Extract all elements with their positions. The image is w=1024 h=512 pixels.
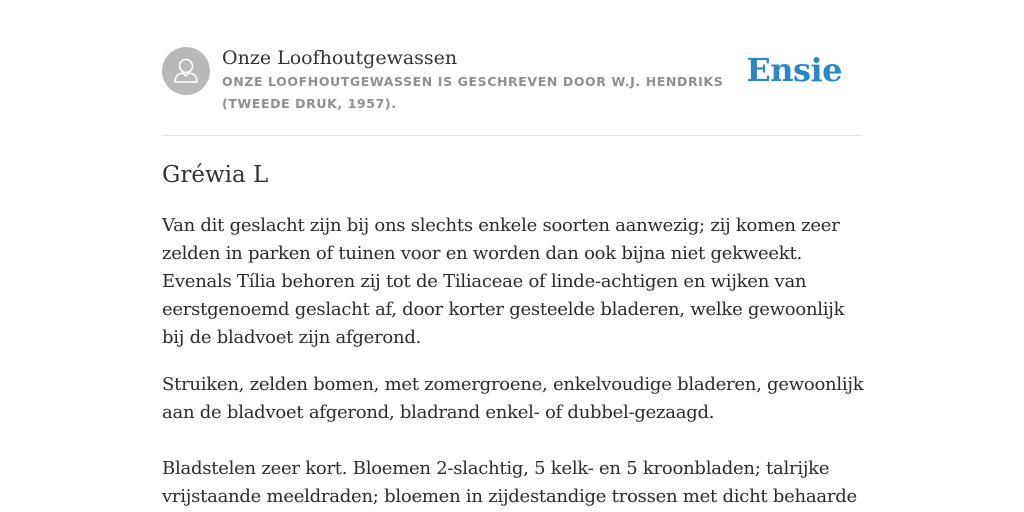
author-avatar[interactable] [162, 47, 210, 95]
article-paragraph: Bladstelen zeer kort. Bloemen 2-slachtig, 5 kelk- en 5 kroonbladen; talrijke vrijstaande meeldraden; bloemen in zijdestandige trossen met dicht behaarde [162, 458, 857, 507]
article-title: Gréwia L [162, 162, 269, 188]
book-title[interactable]: Onze Loofhoutgewassen [222, 47, 458, 69]
article-paragraph: Struiken, zelden bomen, met zomergroene, enkelvoudige bladeren, gewoonlijk aan de bladvoet afgerond, bladrand enkel- of dubbel-gezaagd. [162, 374, 864, 423]
book-header [162, 46, 862, 135]
ensie-logo[interactable]: Ensie [746, 51, 842, 89]
article-paragraph: Van dit geslacht zijn bij ons slechts enkele soorten aanwezig; zij komen zeer zelden in parken of tuinen voor en worden dan ook bijna niet gekweekt. Evenals Tília behoren zij tot de Tiliaceae of linde-achtigen en wijken van eerstgenoemd geslacht af, door korter gesteelde bladeren, welke gewoonlijk bij de bladvoet zijn afgerond. [162, 215, 845, 348]
header-divider [162, 135, 862, 136]
book-subtitle: ONZE LOOFHOUTGEWASSEN IS GESCHREVEN DOOR W.J. HENDRIKS (TWEEDE DRUK, 1957). [222, 74, 724, 111]
article-content [162, 157, 867, 511]
user-icon [162, 47, 210, 95]
